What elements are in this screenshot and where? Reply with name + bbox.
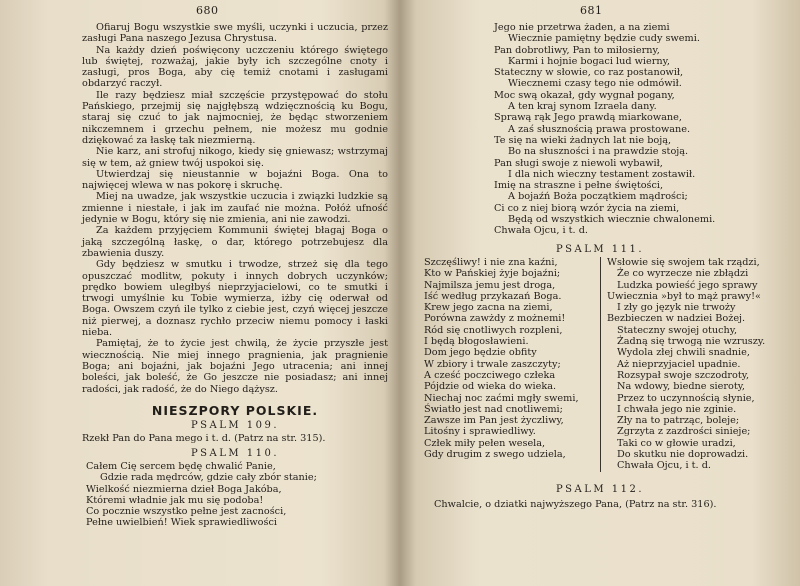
verse-line: Ci co z niej biorą wzór życia na ziemi,: [494, 202, 680, 214]
verse-line: Na wdowy, biedne sieroty,: [617, 381, 746, 393]
verse-line: Porówna zawżdy z możnemi!: [424, 313, 566, 325]
verse-line: I zły go język nie trwoży: [617, 302, 736, 314]
verse-line: Rozsypał swoje szczodroty,: [617, 369, 750, 381]
psalm-112-heading: PSALM 112.: [555, 483, 645, 495]
paragraph: Za każdem przyjęciem Kommunii świętej błagaj Boga o jaką szczególną łaskę, o dar, którego potrzebujesz dla zbawienia duszy.: [82, 225, 388, 259]
verse-line: Te się na wieki żadnych lat nie boją,: [494, 134, 672, 146]
verse-line: I chwała jego nie zginie.: [617, 403, 737, 415]
verse-line: Aż nieprzyjaciel upadnie.: [617, 358, 741, 370]
verse-line: Jego nie przetrwa żaden, a na ziemi: [494, 22, 670, 33]
right-page-body: [424, 22, 776, 510]
verse-line: Pan dobrotliwy, Pan to miłosierny,: [494, 44, 660, 56]
psalm-109-text: Rzekł Pan do Pana mego i t. d. (Patrz na str. 315).: [82, 433, 326, 445]
verse-line: Moc swą okazał, gdy wygnał pogany,: [494, 89, 675, 101]
left-page-body: [82, 22, 388, 529]
verse-line: Wielkość niezmierna dzieł Boga Jakóba,: [86, 483, 282, 495]
verse-line: Do skutku nie doprowadzi.: [617, 448, 749, 460]
psalm-112-text: Chwalcie, o dziatki najwyższego Pana, (Patrz na str. 316).: [434, 498, 717, 510]
verse-line: Ród się cnotliwych rozpleni,: [424, 324, 563, 336]
verse-line: Pan sługi swoje z niewoli wybawił,: [494, 157, 663, 169]
verse-line: Uwiecznia »był to mąż prawy!«: [607, 290, 761, 302]
verse-line: Krew jego zacna na ziemi,: [424, 302, 553, 314]
psalm-110-verses: [82, 461, 388, 529]
psalm-111-column-1: [424, 257, 600, 472]
verse-line: Człek miły pełen wesela,: [424, 437, 546, 449]
verse-line: Całem Cię sercem będę chwalić Panie,: [86, 460, 276, 472]
verse-line: Sprawą rąk Jego prawdą miarkowane,: [494, 112, 682, 124]
psalm-111-column-2: [600, 257, 776, 472]
right-page: [402, 0, 800, 586]
verse-line: Iść według przykazań Boga.: [424, 290, 562, 302]
verse-line: Zawsze im Pan jest życzliwy,: [424, 415, 564, 427]
verse-line: Stateczny swojej otuchy,: [617, 324, 738, 336]
verse-line: Zgrzyta z zazdrości sinieje;: [617, 426, 751, 438]
verse-line: Gdy drugim z swego udziela,: [424, 448, 566, 460]
verse-line: Chwała Ojcu, i t. d.: [494, 225, 588, 237]
verse-line: Karmi i hojnie bogaci lud wierny,: [508, 55, 670, 67]
paragraph: Gdy będziesz w smutku i trwodze, strzeż się dla tego opuszczać modlitw, pokuty i innych dobrych uczynków; prędko bowiem uległbyś nieprzyjacielowi, co te smutki i trwogi umyślnie ku Tobie wymierza, iżby cię oderwał od Boga. Owszem czyń ile tylko z ciebie jest, czyń więcej jeszcze niż pierwej, a doznasz rychło przeciw niemu pomocy i łaski nieba.: [82, 259, 388, 339]
page-number-left: 680: [196, 4, 219, 17]
verse-line: Ludzka powieść jego sprawy: [617, 279, 758, 291]
section-title: NIESZPORY POLSKIE.: [151, 402, 319, 418]
verse-line: Dom jego będzie obfity: [424, 347, 537, 359]
verse-line: Najmilsza jemu jest droga,: [424, 279, 556, 291]
psalm-110-continuation: [424, 22, 776, 237]
verse-line: Zły na to patrząc, boleje;: [617, 415, 740, 427]
paragraph: Pamiętaj, że to życie jest chwilą, że życie przyszłe jest wiecznością. Nie miej innego pragnienia, jak pragnienie Boga; ani bojaźni, jak bojaźni Jego utracenia; ani innej boleści, jak boleść, że Go jeszcze nie posiadasz; ani innej radości, jak radość, że do Niego dążysz.: [82, 338, 388, 395]
verse-line: A cześć poczciwego człeka: [424, 369, 556, 381]
verse-line: Pójdzie od wieka do wieka.: [424, 381, 557, 393]
verse-line: Litośny i sprawiedliwy.: [424, 426, 536, 438]
paragraph: Miej na uwadze, jak wszystkie uczucia i związki ludzkie są zmienne i niestałe, i jak im zaufać nie można. Połóż ufność jedynie w Bogu, który się nie zmienia, ani nie zawodzi.: [82, 191, 388, 226]
verse-line: I dla nich wieczny testament zostawił.: [508, 168, 696, 180]
verse-line: Stateczny w słowie, co raz postanowił,: [494, 67, 684, 79]
verse-line: Pełne uwielbień! Wiek sprawiedliwości: [86, 517, 278, 529]
psalm-109-heading: PSALM 109.: [190, 420, 280, 432]
left-page: [0, 0, 398, 586]
paragraph: Nie karz, ani strofuj nikogo, kiedy się gniewasz; wstrzymaj się w tem, aż gniew twój uspokoi się.: [82, 146, 388, 169]
verse-line: Taki co w głowie uradzi,: [617, 437, 736, 449]
paragraph: Ile razy będziesz miał szczęście przystępować do stołu Pańskiego, przejmij się najgłębszą wdzięcznością ku Bogu, staraj się czuć to jak najmocniej, że będąc stworzeniem nikczemnem i grzechu pełnem, nie możesz mu godnie dziękować za łaskę tak niezmierną.: [82, 89, 388, 146]
verse-line: Kto w Pańskiej żyje bojaźni;: [424, 268, 561, 280]
verse-line: Że co wyrzecze nie zbłądzi: [617, 268, 749, 280]
verse-line: Przez to uczynnością słynie,: [617, 392, 755, 404]
verse-line: Będą od wszystkich wiecznie chwalonemi.: [508, 214, 716, 226]
verse-line: A bojaźń Boża początkiem mądrości;: [508, 191, 688, 203]
verse-line: Wiecznemi czasy tego nie odmówił.: [508, 78, 682, 90]
verse-line: Szczęśliwy! i nie zna kaźni,: [424, 256, 558, 268]
psalm-110-heading: PSALM 110.: [190, 447, 280, 459]
verse-line: Niechaj noc zaćmi mgły swemi,: [424, 392, 579, 404]
verse-line: Imię na straszne i pełne świętości,: [494, 180, 664, 192]
verse-line: I będą błogosławieni.: [424, 336, 529, 348]
verse-line: Bo na słuszności i na prawdzie stoją.: [508, 146, 689, 158]
verse-line: Żadną się trwogą nie wzruszy.: [617, 336, 766, 348]
verse-line: Któremi władnie jak mu się podoba!: [86, 494, 264, 506]
paragraph: Ofiaruj Bogu wszystkie swe myśli, uczynki i uczucia, przez zasługi Pana naszego Jezusa Chrystusa.: [82, 22, 388, 45]
verse-line: Bezbieczen w nadziei Bożej.: [607, 313, 746, 325]
paragraph: Utwierdzaj się nieustannie w bojaźni Boga. Ona to najwięcej wlewa w nas pokorę i skruchę.: [82, 168, 388, 192]
verse-line: Wydola złej chwili snadnie,: [617, 347, 750, 359]
verse-line: Gdzie rada mędrców, gdzie cały zbór stanie;: [100, 472, 317, 484]
verse-line: Co pocznie wszystko pełne jest zacności,: [86, 506, 287, 518]
verse-line: W zbiory i trwale zaszczyty;: [424, 358, 561, 370]
psalm-111-heading: PSALM 111.: [555, 243, 645, 255]
verse-line: A ten kraj synom Izraela dany.: [508, 101, 657, 113]
psalm-111-columns: [424, 257, 776, 472]
verse-line: Światło jest nad cnotliwemi;: [424, 403, 563, 415]
page-number-right: 681: [580, 4, 603, 17]
verse-line: Chwała Ojcu, i t. d.: [617, 460, 711, 472]
verse-line: A zaś słusznością prawa prostowane.: [508, 123, 691, 135]
paragraph: Na każdy dzień poświęcony uczczeniu którego świętego lub świętej, rozważaj, jakie były ich szczególne cnoty i zasługi, pros Boga, aby cię temiż cnotami i zasługami obdarzyć raczył.: [82, 44, 388, 90]
verse-line: Wsłowie się swojem tak rządzi,: [607, 256, 760, 268]
verse-line: Wiecznie pamiętny będzie cudy swemi.: [508, 33, 700, 45]
